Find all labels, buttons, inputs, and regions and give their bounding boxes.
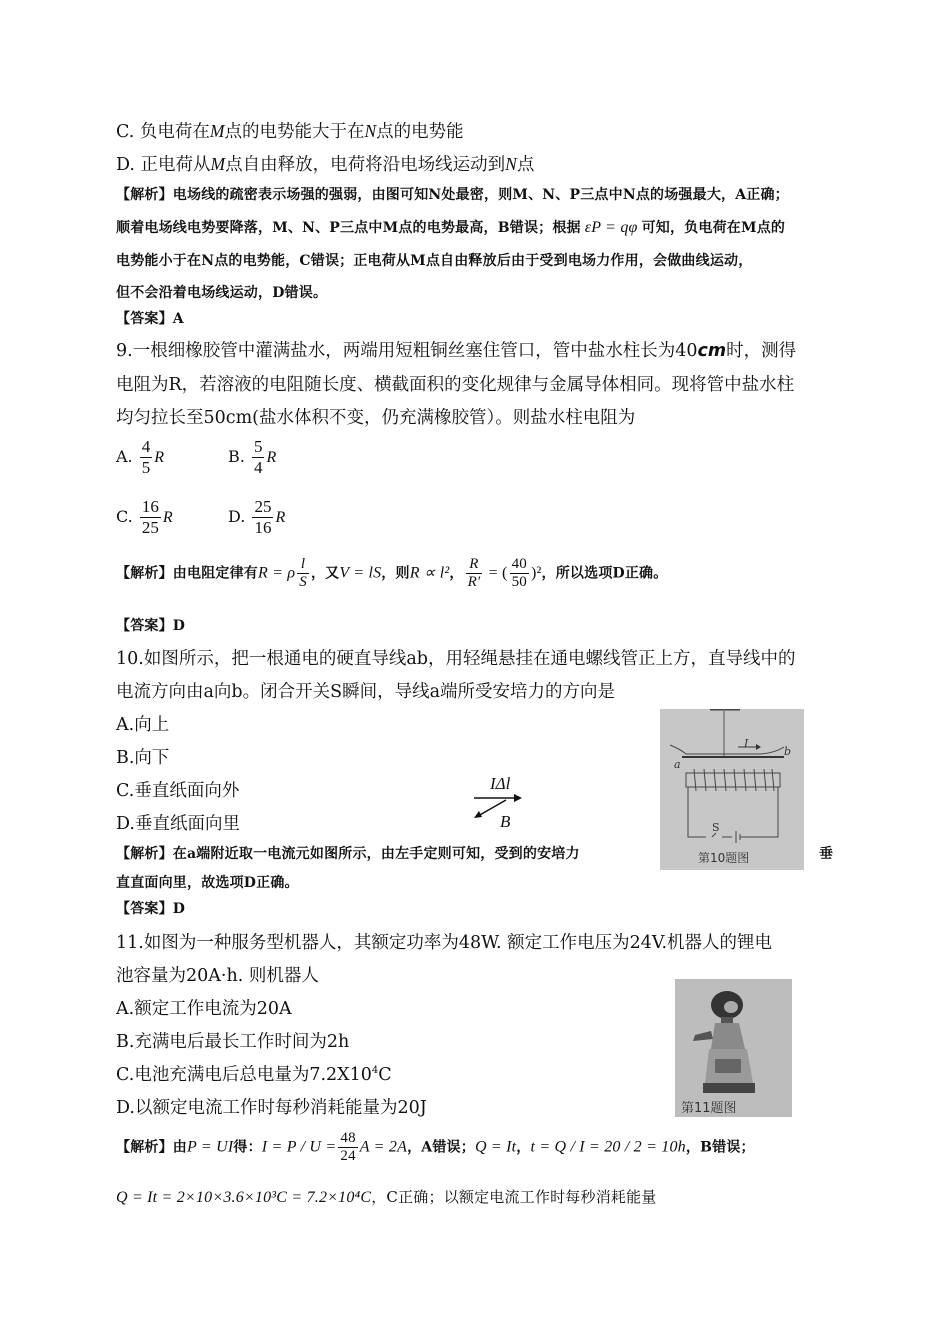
q9-option-d: D. $\frac{25}{16}$ R (228, 497, 286, 537)
q10-figure-a: a (674, 758, 681, 771)
q10-stem-line1: 10.如图所示，把一根通电的硬直导线ab，用轻绳悬挂在通电螺线管正上方，直导线中的 (116, 649, 796, 669)
q10-figure-caption: 第10题图 (698, 851, 750, 865)
solenoid-circuit-drawing (660, 709, 804, 870)
q9-analysis: 【解析】由电阻定律有R = ρ $\frac{l}{S}$ ，又V = lS，则R ∝ l²， $\frac{R}{R'}$ = ( $\frac{40}{50}$ )²，所以选项D正确。 (116, 556, 668, 590)
q11-stem-line1: 11.如图为一种服务型机器人，其额定功率为48W. 额定工作电压为24V.机器人的锂电 (116, 933, 773, 953)
q11-analysis-line1: 【解析】由P = UI得：I = P / U = $\frac{48}{24}$ A = 2A，A错误；Q = It，t = Q / I = 20 / 2 = 10h，B错误； (116, 1130, 755, 1164)
q9-option-a: A. $\frac{4}{5}$ R (116, 437, 165, 477)
q9-stem-line2: 电阻为R，若溶液的电阻随长度、横截面积的变化规律与金属导体相同。现将管中盐水柱 (116, 375, 795, 395)
q8-analysis-line3: 电势能小于在N点的电势能，C错误；正电荷从M点自由释放后由于受到电场力作用，会做曲线运动， (116, 253, 753, 269)
q8-analysis-line1: 【解析】电场线的疏密表示场强的强弱，由图可知N处最密，则M、N、P三点中N点的场强最大，A正确； (116, 187, 789, 203)
q10-option-c: C.垂直纸面向外 (116, 781, 240, 801)
q10-analysis-tail: 垂 (819, 846, 834, 862)
q10-analysis-line1: 【解析】在a端附近取一电流元如图所示，由左手定则可知，受到的安培力 (116, 846, 580, 862)
q11-analysis-line2: Q = It = 2×10×3.6×10³C = 7.2×10⁴C，C正确；以额定电流工作时每秒消耗能量 (116, 1188, 657, 1206)
q8-analysis-line4: 但不会沿着电场线运动，D错误。 (116, 285, 328, 301)
q10-option-b: B.向下 (116, 748, 170, 768)
q8-option-d: D. 正电荷从M点自由释放，电荷将沿电场线运动到N点 (116, 154, 535, 175)
q9-option-c: C. $\frac{16}{25}$ R (116, 497, 173, 537)
q9-stem-line1: 9.一根细橡胶管中灌满盐水，两端用短粗铜丝塞住管口，管中盐水柱长为40cm时，测得 (116, 341, 797, 361)
q10-figure-b: b (784, 745, 792, 758)
q10-option-a: A.向上 (116, 715, 170, 735)
q9-answer: 【答案】D (116, 618, 186, 634)
current-element-label: IΔl (490, 774, 511, 793)
q11-option-a: A.额定工作电流为20A (116, 999, 292, 1019)
q11-option-d: D.以额定电流工作时每秒消耗能量为20J (116, 1098, 427, 1118)
q8-option-c: C. 负电荷在M点的电势能大于在N点的电势能 (116, 121, 464, 142)
q10-analysis-line2: 直直面向里，故选项D正确。 (116, 875, 299, 891)
q10-figure-i: I (744, 737, 749, 750)
current-element-diagram (466, 774, 536, 832)
q11-option-b: B.充满电后最长工作时间为2h (116, 1032, 350, 1052)
q11-figure (675, 979, 792, 1117)
q11-option-c: C.电池充满电后总电量为$7.2X10^4C$ (116, 1065, 392, 1085)
q11-figure-caption: 第11题图 (681, 1101, 737, 1116)
q10-figure (660, 709, 804, 870)
q8-answer: 【答案】A (116, 311, 184, 327)
q10-stem-line2: 电流方向由a向b。闭合开关S瞬间，导线a端所受安培力的方向是 (116, 682, 616, 702)
q9-stem-line3: 均匀拉长至50cm(盐水体积不变，仍充满橡胶管）。则盐水柱电阻为 (116, 408, 636, 428)
q8-analysis-line2: 顺着电场线电势要降落，M、N、P三点中M点的电势最高，B错误；根据 εP = qφ 可知，负电荷在M点的 (116, 219, 786, 236)
field-b-label: B (500, 812, 511, 831)
q9-option-b: B. $\frac{5}{4}$ R (228, 437, 277, 477)
q11-stem-line2: 池容量为20A·h. 则机器人 (116, 966, 319, 986)
q10-answer: 【答案】D (116, 901, 186, 917)
q10-option-d: D.垂直纸面向里 (116, 814, 240, 834)
q10-figure-s: S (712, 821, 720, 834)
